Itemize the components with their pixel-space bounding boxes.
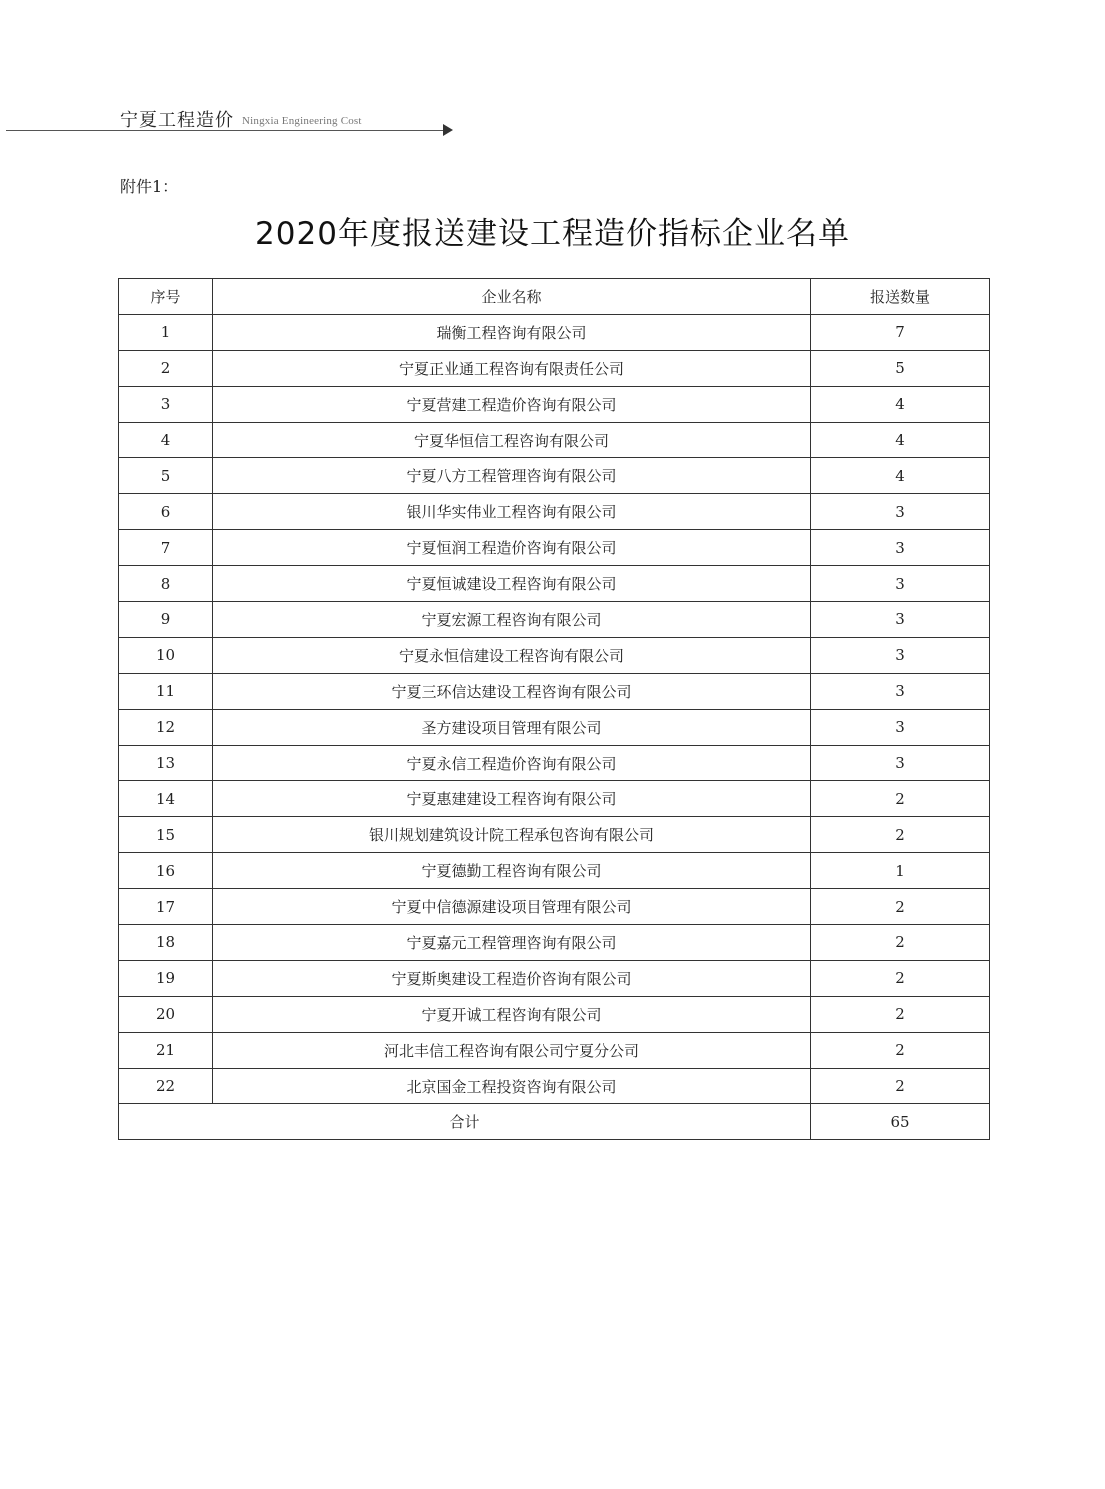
company-name: 宁夏正业通工程咨询有限责任公司 [213,350,811,386]
table-body [119,314,990,1139]
table-row [119,422,990,458]
table-row [119,314,990,350]
report-count: 2 [811,889,990,925]
company-name: 银川华实伟业工程咨询有限公司 [213,494,811,530]
row-number: 19 [119,960,213,996]
table-row [119,673,990,709]
report-count: 4 [811,422,990,458]
table-row [119,925,990,961]
report-count: 2 [811,925,990,961]
row-number: 4 [119,422,213,458]
report-count: 1 [811,853,990,889]
company-table [118,278,990,1140]
row-number: 3 [119,386,213,422]
report-count: 7 [811,314,990,350]
table-row [119,350,990,386]
report-count: 2 [811,817,990,853]
table-row [119,566,990,602]
column-header-name: 企业名称 [213,279,811,315]
row-number: 11 [119,673,213,709]
row-number: 1 [119,314,213,350]
report-count: 3 [811,566,990,602]
table-row [119,530,990,566]
table-row [119,458,990,494]
row-number: 16 [119,853,213,889]
report-count: 2 [811,781,990,817]
arrow-right-icon [443,124,453,136]
company-name: 宁夏惠建建设工程咨询有限公司 [213,781,811,817]
company-name: 宁夏嘉元工程管理咨询有限公司 [213,925,811,961]
table-row [119,745,990,781]
report-count: 3 [811,709,990,745]
attachment-label: 附件1： [120,177,179,196]
row-number: 8 [119,566,213,602]
report-count: 3 [811,494,990,530]
company-name: 宁夏恒诚建设工程咨询有限公司 [213,566,811,602]
row-number: 14 [119,781,213,817]
document-title: 2020年度报送建设工程造价指标企业名单 [255,216,850,252]
running-header [0,100,1105,140]
table-row [119,494,990,530]
report-count: 2 [811,1068,990,1104]
company-name: 宁夏斯奥建设工程造价咨询有限公司 [213,960,811,996]
report-count: 3 [811,637,990,673]
row-number: 15 [119,817,213,853]
row-number: 6 [119,494,213,530]
table-row [119,602,990,638]
row-number: 18 [119,925,213,961]
report-count: 2 [811,1032,990,1068]
table-row [119,637,990,673]
row-number: 22 [119,1068,213,1104]
table-row [119,386,990,422]
company-name: 宁夏三环信达建设工程咨询有限公司 [213,673,811,709]
table-row [119,960,990,996]
column-header-qty: 报送数量 [811,279,990,315]
table-total-row [119,1104,990,1140]
report-count: 3 [811,602,990,638]
company-name: 瑞衡工程咨询有限公司 [213,314,811,350]
company-name: 宁夏永信工程造价咨询有限公司 [213,745,811,781]
report-count: 2 [811,960,990,996]
table-row [119,1068,990,1104]
row-number: 5 [119,458,213,494]
report-count: 3 [811,745,990,781]
row-number: 9 [119,602,213,638]
company-name: 宁夏八方工程管理咨询有限公司 [213,458,811,494]
company-name: 宁夏恒润工程造价咨询有限公司 [213,530,811,566]
table-row [119,853,990,889]
row-number: 2 [119,350,213,386]
journal-title-en: Ningxia Engineering Cost [242,115,362,127]
table-row [119,709,990,745]
header-rule [6,130,446,131]
company-name: 银川规划建筑设计院工程承包咨询有限公司 [213,817,811,853]
row-number: 20 [119,996,213,1032]
company-name: 宁夏华恒信工程咨询有限公司 [213,422,811,458]
table-row [119,781,990,817]
company-name: 宁夏永恒信建设工程咨询有限公司 [213,637,811,673]
company-name: 宁夏德勤工程咨询有限公司 [213,853,811,889]
company-name: 宁夏中信德源建设项目管理有限公司 [213,889,811,925]
company-name: 宁夏宏源工程咨询有限公司 [213,602,811,638]
table-row [119,1032,990,1068]
report-count: 5 [811,350,990,386]
company-name: 北京国金工程投资咨询有限公司 [213,1068,811,1104]
report-count: 4 [811,458,990,494]
journal-title-cn: 宁夏工程造价 [120,110,234,131]
company-name: 圣方建设项目管理有限公司 [213,709,811,745]
column-header-no: 序号 [119,279,213,315]
report-count: 2 [811,996,990,1032]
report-count: 4 [811,386,990,422]
row-number: 21 [119,1032,213,1068]
row-number: 17 [119,889,213,925]
table-row [119,889,990,925]
report-count: 3 [811,530,990,566]
row-number: 12 [119,709,213,745]
company-name: 宁夏营建工程造价咨询有限公司 [213,386,811,422]
total-label: 合计 [119,1104,811,1140]
report-count: 3 [811,673,990,709]
table-row [119,996,990,1032]
company-name: 宁夏开诚工程咨询有限公司 [213,996,811,1032]
row-number: 13 [119,745,213,781]
table-header-row [119,279,990,315]
row-number: 7 [119,530,213,566]
table-row [119,817,990,853]
total-count: 65 [811,1104,990,1140]
row-number: 10 [119,637,213,673]
company-name: 河北丰信工程咨询有限公司宁夏分公司 [213,1032,811,1068]
